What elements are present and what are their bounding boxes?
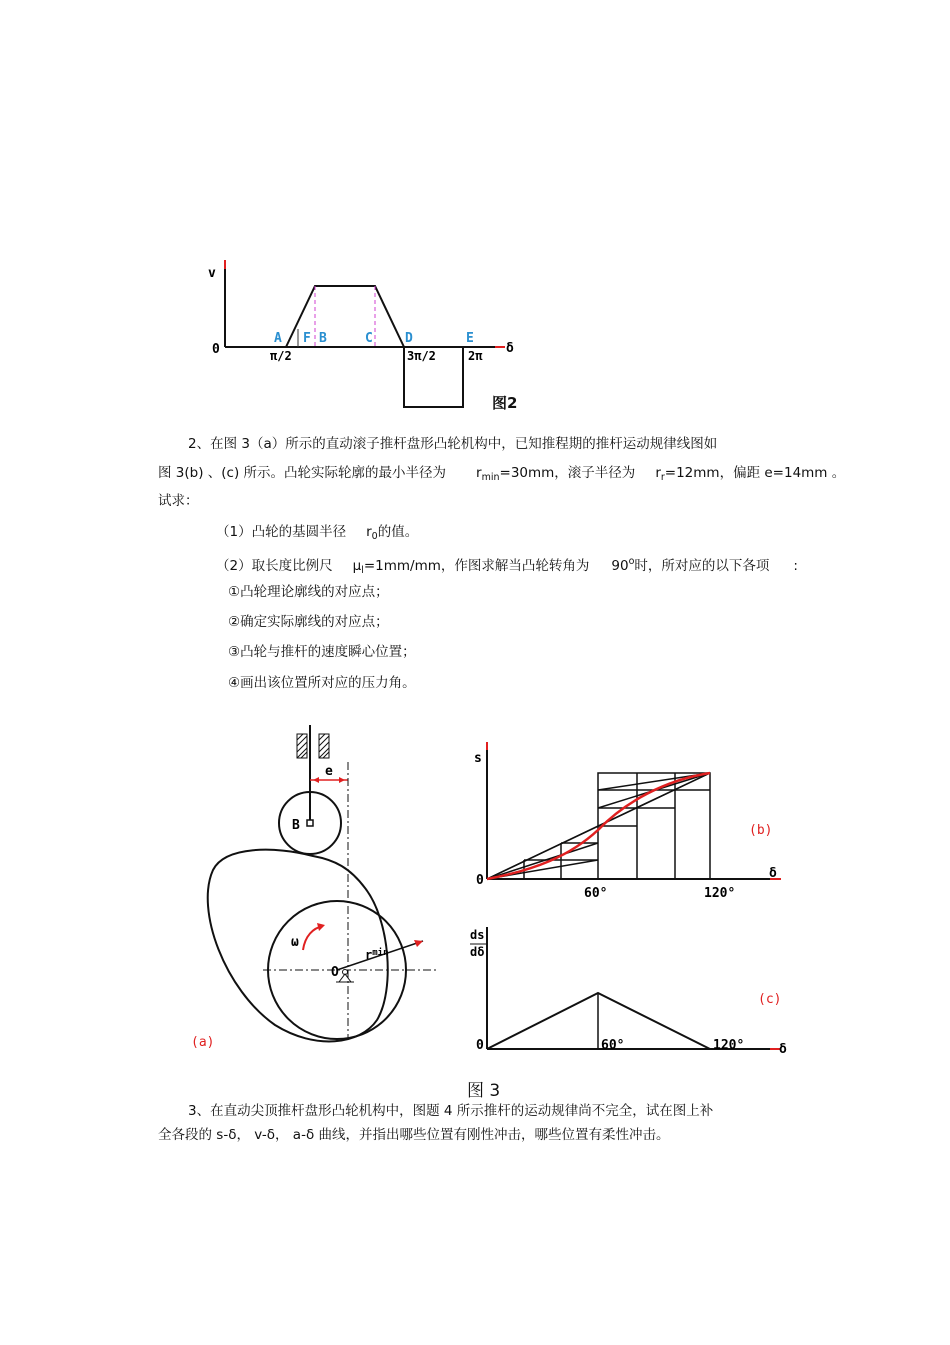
fig2-v-label: v bbox=[208, 266, 216, 281]
problem2-line2 bbox=[158, 464, 845, 487]
problem2-rmin-sub: min bbox=[481, 472, 500, 483]
fig3c-delta-label: δ bbox=[779, 1042, 787, 1057]
fig3b-s-label: s bbox=[474, 751, 482, 766]
problem2-item-1: ①凸轮理论廓线的对应点； bbox=[228, 584, 389, 600]
figure-3c-velocity-chart bbox=[465, 925, 795, 1060]
problem2-q1-b: 的值。 bbox=[377, 524, 419, 540]
figure-3-caption: 图 3 bbox=[467, 1081, 501, 1101]
problem2-q1-sub: 0 bbox=[371, 531, 378, 542]
fig3b-x60-label: 60° bbox=[584, 886, 608, 901]
fig3a-B-label: B bbox=[292, 818, 300, 833]
fig3c-label: (c) bbox=[758, 992, 782, 1007]
fig2-B-label: B bbox=[319, 331, 327, 346]
figure-3a-cam-mechanism bbox=[185, 720, 450, 1065]
fig2-origin-label: 0 bbox=[212, 342, 220, 357]
problem2-q1 bbox=[216, 523, 418, 546]
problem2-rmin: r bbox=[476, 465, 482, 481]
fig2-C-label: C bbox=[365, 331, 373, 346]
fig3c-x60-label: 60° bbox=[601, 1038, 625, 1053]
problem2-q2 bbox=[216, 553, 798, 580]
problem2-q1-r: r bbox=[366, 524, 372, 540]
problem2-line2-c: =12mm，偏距 e=14mm 。 bbox=[664, 465, 846, 481]
problem2-item-4: ④画出该位置所对应的压力角。 bbox=[228, 675, 416, 691]
fig3b-x120-label: 120° bbox=[704, 886, 736, 901]
fig3c-origin-label: 0 bbox=[476, 1038, 484, 1053]
problem2-item-3: ③凸轮与推杆的速度瞬心位置； bbox=[228, 644, 416, 660]
problem2-q2-b: =1mm/mm，作图求解当凸轮转角为 bbox=[363, 558, 590, 574]
fig3c-x120-label: 120° bbox=[713, 1038, 745, 1053]
fig2-pi-half-label: π/2 bbox=[270, 349, 292, 363]
fig3a-label: (a) bbox=[191, 1035, 215, 1050]
figure-2-velocity-diagram bbox=[200, 255, 540, 420]
problem2-item-2: ②确定实际廓线的对应点； bbox=[228, 614, 389, 630]
problem2-q2-mu: μ bbox=[352, 558, 362, 574]
problem2-line2-a: 图 3(b) 、(c) 所示。凸轮实际轮廓的最小半径为 bbox=[158, 465, 447, 481]
fig3b-delta-label: δ bbox=[769, 866, 777, 881]
fig3a-r-label: $r^{min}$ bbox=[365, 948, 389, 962]
problem2-line1: 2、在图 3（a）所示的直动滚子推杆盘形凸轮机构中，已知推程期的推杆运动规律线图如 bbox=[188, 436, 718, 452]
fig2-3pi-half-label: 3π/2 bbox=[407, 349, 436, 363]
fig3a-O-label: O bbox=[331, 965, 339, 980]
figure-3b-displacement-chart bbox=[465, 738, 795, 903]
problem2-q2-angle: 90 bbox=[611, 558, 629, 574]
problem2-q2-deg: o bbox=[628, 556, 635, 567]
fig2-F-label: F bbox=[303, 331, 311, 346]
fig2-A-label: A bbox=[274, 331, 282, 346]
problem2-line2-b: =30mm，滚子半径为 bbox=[499, 465, 636, 481]
problem2-rr: r bbox=[655, 465, 661, 481]
fig3b-origin-label: 0 bbox=[476, 873, 484, 888]
problem2-q2-colon: : bbox=[793, 558, 798, 574]
fig3a-omega-label: ω bbox=[291, 935, 299, 950]
fig3c-ddelta-label: dδ bbox=[470, 945, 485, 959]
fig3b-label: (b) bbox=[749, 823, 773, 838]
problem2-q2-c: 时，所对应的以下各项 bbox=[634, 558, 770, 574]
fig2-D-label: D bbox=[405, 331, 413, 346]
fig2-2pi-label: 2π bbox=[468, 349, 483, 363]
problem2-q2-a: （2）取长度比例尺 bbox=[216, 558, 333, 574]
figure-2-caption: 图2 bbox=[492, 394, 518, 412]
fig3a-e-label: e bbox=[325, 764, 333, 779]
problem3-line1: 3、在直动尖顶推杆盘形凸轮机构中，图题 4 所示推杆的运动规律尚不完全，试在图上补 bbox=[188, 1103, 714, 1119]
problem3-line2: 全各段的 s-δ， v-δ， a-δ 曲线，并指出哪些位置有刚性冲击，哪些位置有柔性冲击。 bbox=[158, 1127, 670, 1143]
fig2-delta-label: δ bbox=[506, 341, 514, 356]
problem2-line3: 试求： bbox=[158, 493, 199, 509]
problem2-q1-a: （1）凸轮的基圆半径 bbox=[216, 524, 347, 540]
problem2-q2-musub: l bbox=[361, 565, 364, 576]
problem2-rr-sub: r bbox=[660, 472, 665, 483]
fig2-E-label: E bbox=[466, 331, 474, 346]
fig3c-ds-label: ds bbox=[470, 928, 485, 942]
